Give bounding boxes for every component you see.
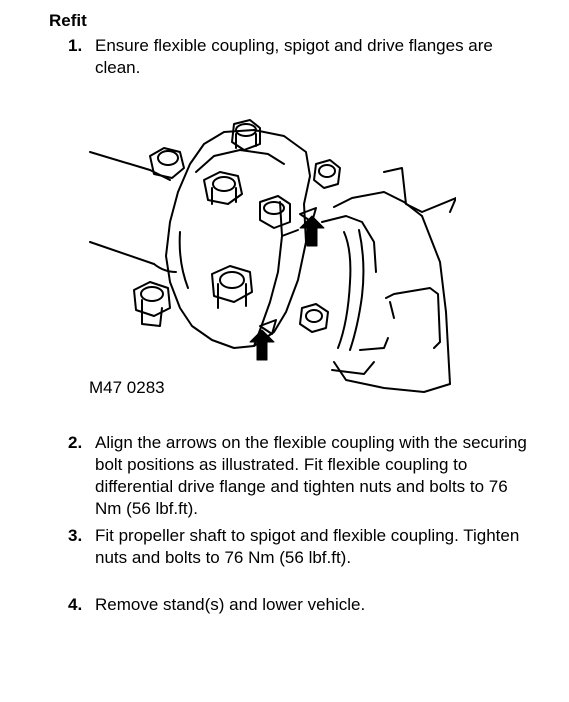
step-number: 4. <box>68 595 83 614</box>
propeller-shaft <box>90 152 176 272</box>
flexible-coupling-illustration <box>84 112 456 402</box>
step-text: Align the arrows on the flexible coupling with the securing bolt positions as illustrated. Fit flexible coupling to differential drive flange and tighten nuts and bolts to 76 Nm (56 lbf.ft). <box>95 433 527 518</box>
step-2 <box>68 432 538 520</box>
step-4 <box>68 594 538 616</box>
step-number: 1. <box>68 36 83 55</box>
figure-caption: M47 0283 <box>89 378 165 397</box>
section-heading: Refit <box>49 11 87 30</box>
coupling-flange <box>166 130 310 348</box>
step-text: Fit propeller shaft to spigot and flexible coupling. Tighten nuts and bolts to 76 Nm (56 lbf.ft). <box>95 526 520 567</box>
step-text: Remove stand(s) and lower vehicle. <box>95 595 366 614</box>
differential-housing <box>322 168 456 392</box>
step-3 <box>68 525 538 569</box>
step-text: Ensure flexible coupling, spigot and drive flanges are clean. <box>95 36 493 77</box>
step-number: 2. <box>68 433 83 452</box>
alignment-arrow-icon <box>250 216 324 360</box>
step-1 <box>68 35 538 79</box>
step-number: 3. <box>68 526 83 545</box>
